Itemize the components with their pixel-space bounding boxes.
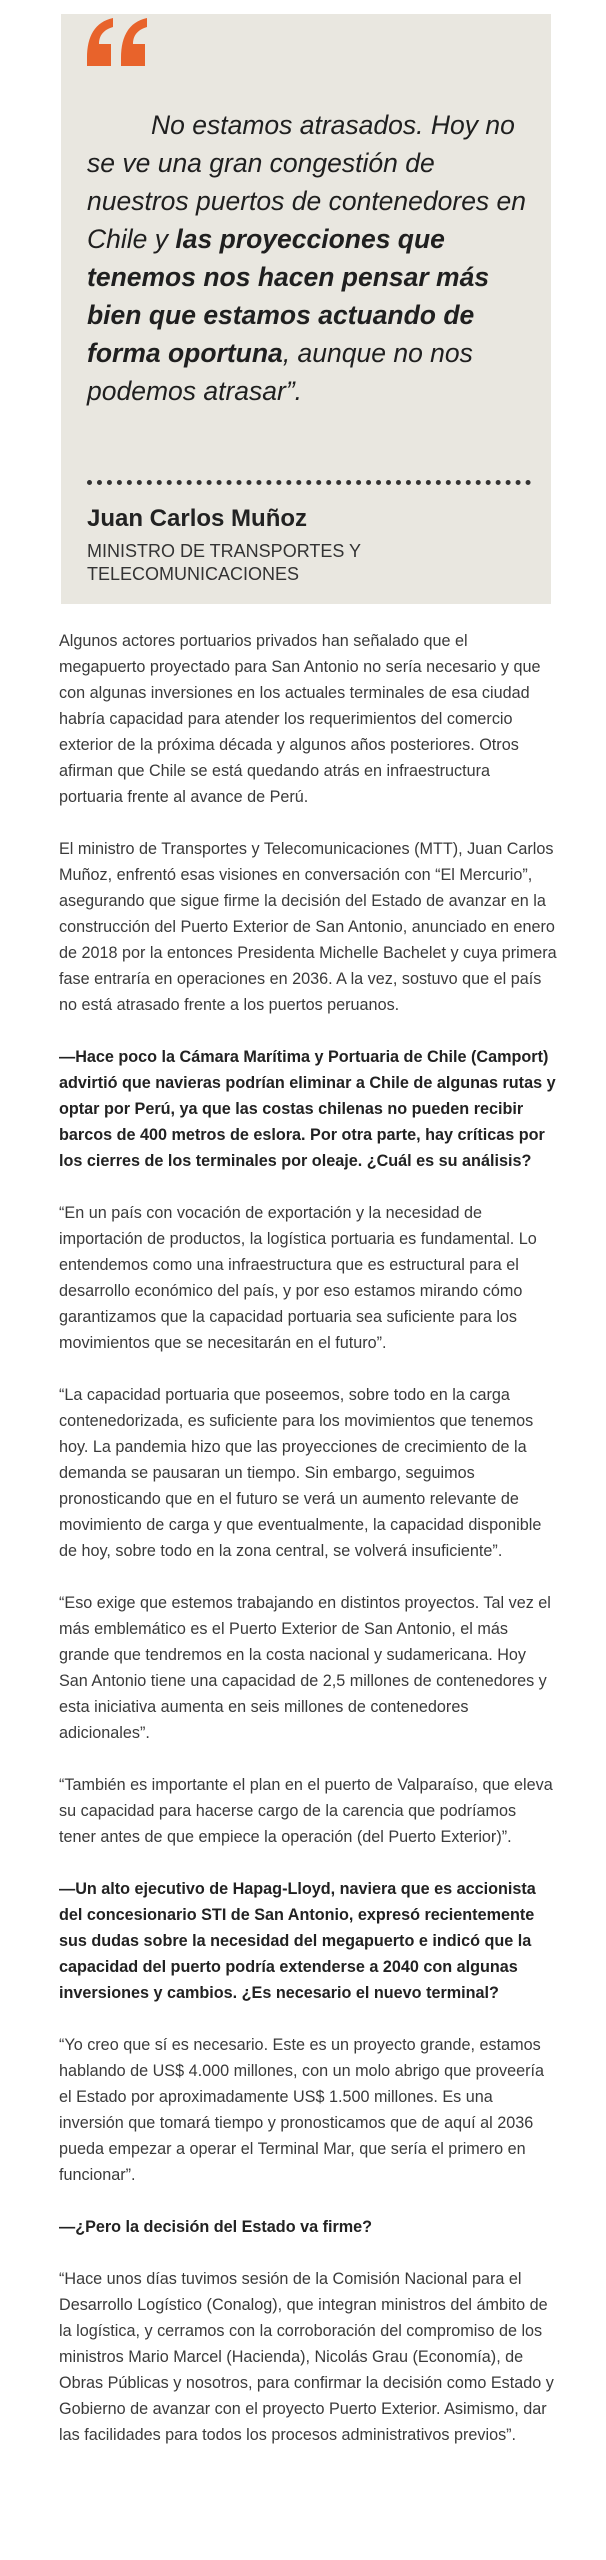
article-body: [59, 628, 557, 2474]
quote-text-part1: No estamos atrasados. Hoy no se ve una gran congestión de nuestros puertos de contenedores en Chile y: [87, 110, 527, 254]
quote-text-part3: , aunque no nos podemos atrasar”.: [87, 338, 473, 406]
pull-quote-box: [61, 14, 551, 604]
article-paragraph: El ministro de Transportes y Telecomunicaciones (MTT), Juan Carlos Muñoz, enfrentó esas visiones en conversación con “El Mercurio”, asegurando que sigue firme la decisión del Estado de avanzar en la construcción del Puerto Exterior de San Antonio, anunciado en enero de 2018 por la entonces Presidenta Michelle Bachelet y cuya primera fase entraría en operaciones en 2036. A la vez, sostuvo que el país no está atrasado frente a los puertos peruanos.: [59, 840, 557, 1014]
article-paragraph: “Yo creo que sí es necesario. Este es un proyecto grande, estamos hablando de US$ 4.000 millones, con un molo abrigo que proveería el Estado por aproximadamente US$ 1.500 millones. Es una inversión que tomará tiempo y pronosticamos que de aquí al 2036 pueda empezar a operar el Terminal Mar, que sería el primero en funcionar”.: [59, 2036, 545, 2184]
quote-open-icon: [83, 14, 153, 74]
article-paragraph: “En un país con vocación de exportación y la necesidad de importación de productos, la logística portuaria es fundamental. Lo entendemos como una infraestructura que es estructural para el desarrollo económico del país, y por eso estamos mirando cómo garantizamos que la capacidad portuaria sea suficiente para los movimientos que se necesitarán en el futuro”.: [59, 1204, 537, 1352]
dotted-divider: [87, 480, 531, 485]
interview-question: —¿Pero la decisión del Estado va firme?: [59, 2218, 373, 2236]
article-paragraph: “Hace unos días tuvimos sesión de la Comisión Nacional para el Desarrollo Logístico (Conalog), que integran ministros del ámbito de la logística, y cerramos con la corroboración del compromiso de los ministros Mario Marcel (Hacienda), Nicolás Grau (Economía), de Obras Públicas y nosotros, para confirmar la decisión como Estado y Gobierno de avanzar con el proyecto Puerto Exterior. Asimismo, dar las facilidades para todos los procesos administrativos previos”.: [59, 2270, 554, 2444]
interview-question: —Un alto ejecutivo de Hapag-Lloyd, naviera que es accionista del concesionario STI de San Antonio, expresó recientemente sus dudas sobre la necesidad del megapuerto e indicó que la capacidad del puerto podría extenderse a 2040 con algunas inversiones y cambios. ¿Es necesario el nuevo terminal?: [59, 1880, 536, 2002]
quote-author-name: Juan Carlos Muñoz: [87, 505, 308, 532]
quote-author-title: MINISTRO DE TRANSPORTES Y TELECOMUNICACIONES: [87, 541, 361, 584]
article-paragraph: “También es importante el plan en el puerto de Valparaíso, que eleva su capacidad para hacerse cargo de la carencia que podríamos tener antes de que empiece la operación (del Puerto Exterior)”.: [59, 1776, 553, 1846]
interview-question: —Hace poco la Cámara Marítima y Portuaria de Chile (Camport) advirtió que navieras podrían eliminar a Chile de algunas rutas y optar por Perú, ya que las costas chilenas no pueden recibir barcos de 400 metros de eslora. Por otra parte, hay críticas por los cierres de los terminales por oleaje. ¿Cuál es su análisis?: [59, 1048, 556, 1170]
article-paragraph: “La capacidad portuaria que poseemos, sobre todo en la carga contenedorizada, es suficiente para los movimientos que tenemos hoy. La pandemia hizo que las proyecciones de crecimiento de la demanda se pausaran un tiempo. Sin embargo, seguimos pronosticando que en el futuro se verá un aumento relevante de movimiento de carga y que eventualmente, la capacidad disponible de hoy, sobre todo en la zona central, se volverá insuficiente”.: [59, 1386, 542, 1560]
article-paragraph: “Eso exige que estemos trabajando en distintos proyectos. Tal vez el más emblemático es el Puerto Exterior de San Antonio, el más grande que tendremos en la costa nacional y sudamericana. Hoy San Antonio tiene una capacidad de 2,5 millones de contenedores y esta iniciativa aumenta en seis millones de contenedores adicionales”.: [59, 1594, 551, 1742]
article-paragraph: Algunos actores portuarios privados han señalado que el megapuerto proyectado para San Antonio no sería necesario y que con algunas inversiones en los actuales terminales de esa ciudad habría capacidad para atender los requerimientos del comercio exterior de la próxima década y algunos años posteriores. Otros afirman que Chile se está quedando atrás en infraestructura portuaria frente al avance de Perú.: [59, 632, 541, 806]
pull-quote-text: [87, 106, 537, 410]
quote-text-bold: las proyecciones que tenemos nos hacen pensar más bien que estamos actuando de forma oportuna: [87, 224, 490, 368]
